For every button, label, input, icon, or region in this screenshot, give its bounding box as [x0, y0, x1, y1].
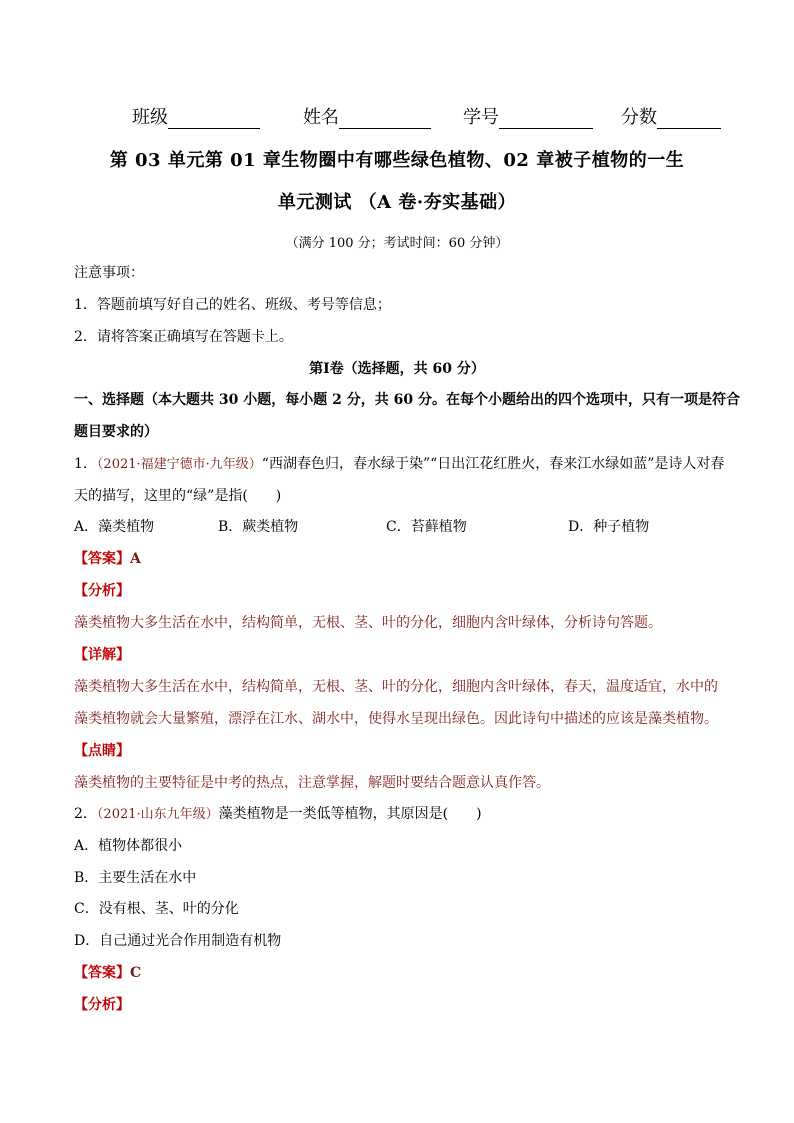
exam-meta: （满分 100 分；考试时间：60 分钟）: [285, 236, 509, 251]
section-heading-line1: 一、选择题（本大题共 30 小题，每小题 2 分，共 60 分。在每个小题给出的四个选项中，只有一项是符合: [74, 392, 740, 408]
name-blank[interactable]: [339, 108, 431, 129]
detail-text-line1: 藻类植物大多生活在水中，结构简单，无根、茎、叶的分化，细胞内含叶绿体，春天，温度适宜，水中的: [74, 679, 718, 695]
question-1-number: 1．: [74, 456, 97, 472]
question-2-option-b[interactable]: B．主要生活在水中: [74, 870, 197, 886]
question-1-option-b[interactable]: B．蕨类植物: [218, 519, 299, 535]
analysis-text: 藻类植物大多生活在水中，结构简单，无根、茎、叶的分化，细胞内含叶绿体，分析诗句答题。: [74, 615, 662, 631]
notice-item-2: 2．请将答案正确填写在答题卡上。: [74, 329, 293, 345]
volume-heading: 第Ⅰ卷（选择题，共 60 分）: [309, 361, 485, 377]
question-2-stem-text: 藻类植物是一类低等植物，其原因是( ): [218, 806, 482, 822]
question-2-answer: [74, 962, 724, 982]
section-heading-line2: 题目要求的）: [74, 424, 158, 440]
id-field[interactable]: [463, 103, 593, 129]
answer-tag: 【答案】: [74, 551, 130, 567]
question-1-option-a[interactable]: A．藻类植物: [74, 519, 155, 535]
comment-tag: 【点睛】: [74, 743, 130, 759]
question-2-number: 2．: [74, 806, 97, 822]
score-label: 分数: [621, 107, 657, 128]
question-2-source: （2021·山东九年级）: [96, 807, 219, 822]
question-1-option-c[interactable]: C．苔藓植物: [386, 519, 467, 535]
answer-value: C: [130, 965, 142, 981]
question-1-stem-line1: “西湖春色归，春水绿于染”“日出江花红胜火，春来江水绿如蓝”是诗人对春: [261, 456, 725, 472]
question-1-stem-line2: 天的描写，这里的“绿”是指( ): [74, 488, 282, 504]
notice-item-1: 1．答题前填写好自己的姓名、班级、考号等信息；: [74, 297, 391, 313]
score-blank[interactable]: [657, 108, 721, 129]
analysis-tag: 【分析】: [74, 583, 130, 599]
exam-title-line1: 第 03 单元第 01 章生物圈中有哪些绿色植物、02 章被子植物的一生: [109, 150, 685, 171]
answer-tag: 【答案】: [74, 965, 130, 981]
question-1-source: （2021·福建宁德市·九年级）: [96, 457, 262, 472]
score-field[interactable]: [621, 103, 721, 129]
question-1-stem: [74, 453, 724, 473]
question-2-option-a[interactable]: A．植物体都很小: [74, 838, 183, 854]
question-1-answer: [74, 548, 724, 568]
detail-text-line2: 藻类植物就会大量繁殖，漂浮在江水、湖水中，使得水呈现出绿色。因此诗句中描述的应该是藻类植物。: [74, 711, 718, 727]
question-1-options: [74, 516, 724, 536]
class-blank[interactable]: [168, 108, 260, 129]
detail-tag: 【详解】: [74, 647, 130, 663]
question-2-option-d[interactable]: D．自己通过光合作用制造有机物: [74, 933, 282, 949]
exam-title-line2: 单元测试 （A 卷·夯实基础）: [277, 192, 517, 213]
class-label: 班级: [132, 107, 168, 128]
question-1-option-d[interactable]: D．种子植物: [568, 519, 650, 535]
comment-text: 藻类植物的主要特征是中考的热点，注意掌握，解题时要结合题意认真作答。: [74, 775, 550, 791]
class-field[interactable]: [132, 103, 260, 129]
question-2-stem: [74, 803, 724, 823]
notice-heading: 注意事项：: [74, 265, 144, 281]
student-info-row: [132, 103, 732, 129]
question-2-option-c[interactable]: C．没有根、茎、叶的分化: [74, 901, 239, 917]
id-label: 学号: [463, 107, 499, 128]
name-field[interactable]: [303, 103, 431, 129]
question-2-analysis-tag: 【分析】: [74, 997, 130, 1013]
answer-value: A: [130, 551, 141, 567]
id-blank[interactable]: [499, 108, 593, 129]
name-label: 姓名: [303, 107, 339, 128]
